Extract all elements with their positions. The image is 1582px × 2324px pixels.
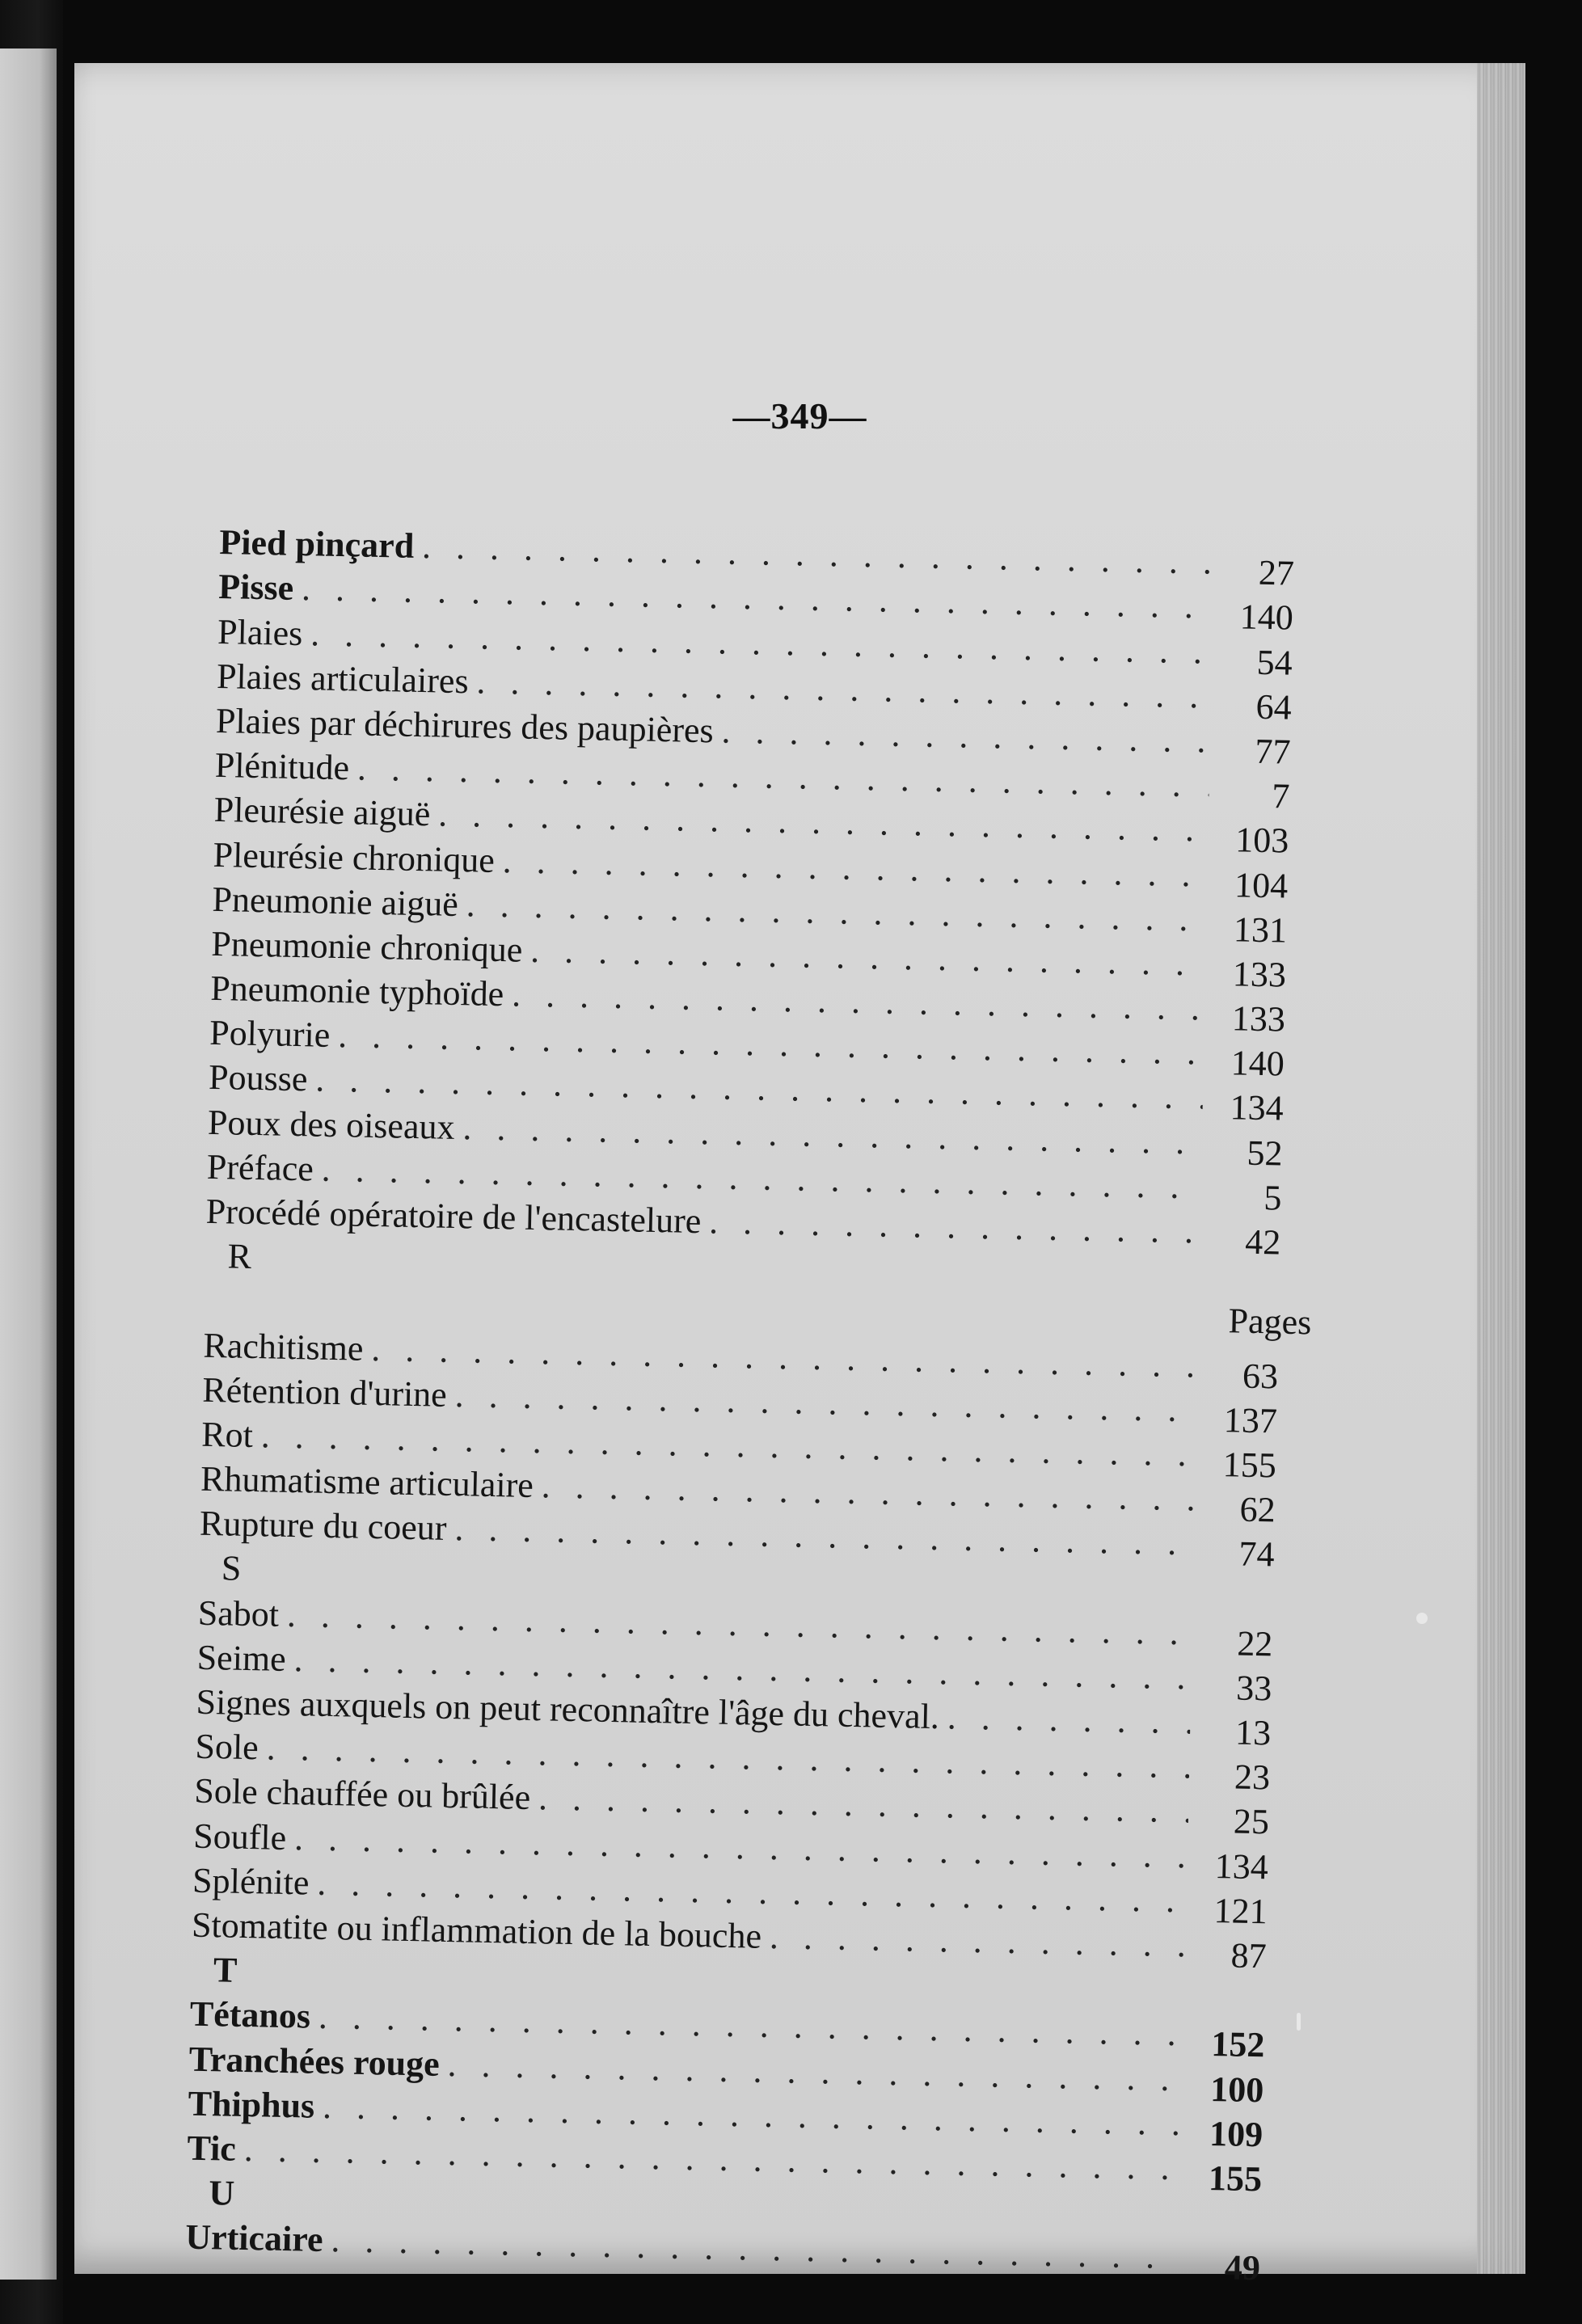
entry-page: 121	[1213, 1890, 1268, 1932]
entry-page: 63	[1242, 1356, 1279, 1397]
entry-label: Pneumonie typhoïde	[209, 968, 504, 1014]
dot-leader	[947, 1694, 1191, 1744]
entry-page: 140	[1230, 1043, 1285, 1084]
entry-label: Sole chauffée ou brûlée	[193, 1771, 531, 1818]
entry-page: 54	[1256, 642, 1293, 683]
entry-page: 155	[1222, 1445, 1277, 1486]
entry-label: Tétanos	[189, 1994, 311, 2036]
entry-label: Pneumonie chronique	[210, 923, 523, 970]
entry-page: 131	[1233, 909, 1288, 951]
entry-page: 42	[1244, 1221, 1281, 1263]
entry-page: 152	[1210, 2024, 1265, 2065]
entry-label: Plaies	[217, 611, 303, 653]
page-number: —349—	[732, 395, 867, 437]
section-letter: T	[213, 1950, 238, 1990]
entry-page: 140	[1239, 597, 1294, 639]
entry-label: Rot	[200, 1414, 254, 1455]
entry-label: Rachitisme	[203, 1325, 364, 1369]
book-page	[74, 63, 1525, 2288]
entry-page: 5	[1263, 1177, 1282, 1218]
entry-label: Plaies articulaires	[216, 656, 470, 701]
section-letter: R	[227, 1236, 252, 1276]
entry-label: Polyurie	[209, 1013, 331, 1056]
entry-label: Pleurésie aiguë	[213, 790, 431, 834]
entry-page: 155	[1208, 2157, 1263, 2200]
entry-label: Rhumatisme articulaire	[200, 1458, 534, 1506]
entry-page: 49	[1224, 2247, 1261, 2288]
entry-page: 23	[1234, 1757, 1271, 1798]
entry-page: 100	[1209, 2069, 1264, 2110]
section-letter: S	[221, 1548, 242, 1589]
entry-page: 13	[1234, 1712, 1272, 1753]
entry-label: Stomatite ou inflammation de la bouche	[191, 1904, 762, 1956]
entry-page: 33	[1235, 1668, 1272, 1709]
entry-label: Pousse	[208, 1057, 308, 1099]
entry-label: Plénitude	[214, 745, 350, 788]
entry-label: Signes auxquels on peut reconnaître l'âge du cheval.	[196, 1681, 940, 1737]
pages-column-header: Pages	[1228, 1301, 1312, 1343]
entry-label: Splénite	[192, 1860, 310, 1903]
entry-page: 52	[1247, 1132, 1284, 1174]
entry-page: 27	[1258, 552, 1295, 593]
entry-label: Pisse	[217, 567, 294, 609]
entry-label: Sole	[195, 1726, 259, 1768]
entry-page: 134	[1214, 1845, 1269, 1887]
entry-page: 87	[1230, 1935, 1268, 1976]
index-list	[184, 520, 1312, 2288]
entry-label: Soufle	[192, 1816, 287, 1858]
entry-page: 22	[1236, 1623, 1273, 1664]
entry-label: Plaies par déchirures des paupières	[215, 700, 715, 751]
entry-label: Pneumonie aiguë	[212, 879, 459, 924]
entry-page: 77	[1255, 731, 1291, 772]
facing-page-edge	[0, 49, 57, 2280]
entry-label: Rupture du coeur	[199, 1504, 447, 1549]
entry-page: 133	[1232, 954, 1287, 995]
entry-label: Urticaire	[184, 2216, 324, 2260]
entry-label: Thiphus	[188, 2083, 315, 2126]
entry-label: Pied pinçard	[218, 522, 415, 567]
section-letter: U	[208, 2173, 235, 2213]
entry-page: 64	[1255, 686, 1293, 728]
entry-label: Préface	[206, 1146, 314, 1189]
entry-label: Rétention d'urine	[201, 1369, 448, 1415]
entry-page: 134	[1230, 1087, 1285, 1128]
entry-label: Sabot	[197, 1592, 280, 1634]
entry-label: Tranchées rouge	[188, 2039, 441, 2084]
entry-page: 109	[1209, 2113, 1263, 2155]
entry-page: 137	[1223, 1399, 1278, 1441]
entry-label: Poux des oiseaux	[207, 1102, 456, 1147]
entry-page: 103	[1234, 820, 1289, 861]
scan-speck	[1297, 2013, 1301, 2031]
entry-page: 74	[1238, 1533, 1276, 1575]
entry-page: 133	[1231, 998, 1286, 1040]
entry-label: Pleurésie chronique	[213, 834, 496, 880]
entry-label: Seime	[196, 1637, 287, 1679]
scan-speck	[1416, 1613, 1428, 1624]
entry-page: 62	[1239, 1489, 1276, 1530]
entry-page: 7	[1271, 776, 1290, 816]
entry-label: Procédé opératoire de l'encastelure	[205, 1191, 702, 1242]
entry-label: Tic	[187, 2128, 237, 2169]
entry-page: 25	[1233, 1801, 1270, 1842]
entry-page: 104	[1234, 864, 1289, 906]
dot-leader	[769, 1914, 1186, 1967]
